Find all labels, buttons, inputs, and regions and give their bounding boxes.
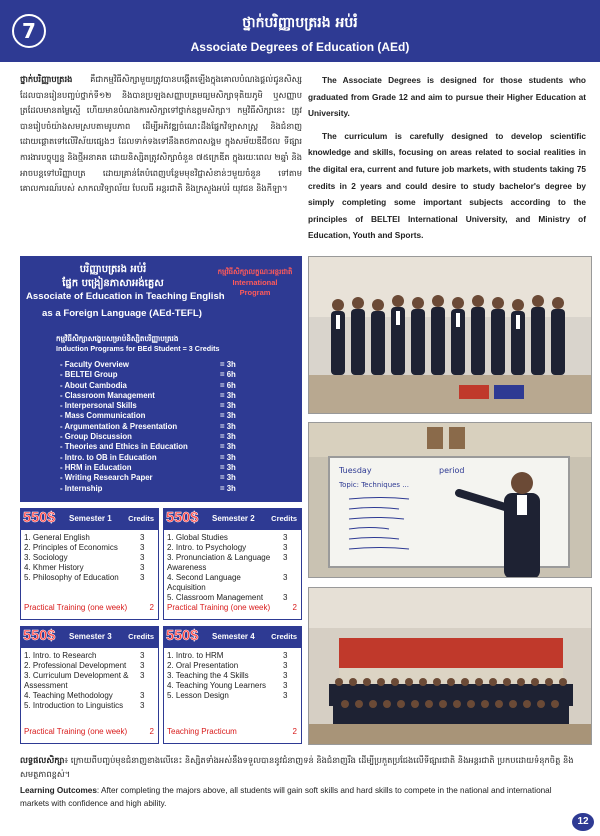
item-label: - About Cambodia bbox=[60, 380, 127, 390]
table-row bbox=[21, 671, 158, 691]
tefl-title-english-1: Associate of Education in Teaching English bbox=[26, 291, 225, 302]
table-row bbox=[21, 543, 158, 553]
course-name: 3. Sociology bbox=[24, 553, 68, 562]
semester-price: 550$ bbox=[23, 510, 56, 526]
course-credit: 3 bbox=[283, 681, 288, 690]
table-row bbox=[21, 651, 158, 661]
outcomes-english-body: : After completing the majors above, all students will gain soft skills and hard skills to compete in the national and international markets with confidence and high ability. bbox=[20, 786, 552, 808]
course-credit: 3 bbox=[283, 691, 288, 700]
learning-outcomes-english bbox=[20, 784, 580, 810]
course-credit: 3 bbox=[140, 533, 145, 542]
item-label: - Writing Research Paper bbox=[60, 473, 153, 483]
international-program-tag bbox=[212, 268, 298, 298]
outcomes-english-lead: Learning Outcomes bbox=[20, 786, 97, 795]
table-row bbox=[164, 553, 301, 573]
group-photo-1 bbox=[308, 256, 592, 414]
semester-price: 550$ bbox=[166, 510, 199, 526]
table-row bbox=[164, 671, 301, 681]
table-row bbox=[21, 573, 158, 583]
table-row bbox=[21, 563, 158, 573]
whiteboard-text-3: Topic: Techniques ... bbox=[339, 481, 409, 489]
whiteboard-text-2: period bbox=[439, 466, 465, 475]
course-name: 5. Classroom Management bbox=[167, 593, 264, 602]
induction-english: Induction Programs for BEd Student = 3 Credits bbox=[56, 343, 220, 353]
credits-header: Credits bbox=[271, 514, 297, 523]
item-label: - Intro. to OB in Education bbox=[60, 452, 157, 462]
semester-name: Semester 1 bbox=[69, 514, 112, 523]
table-row bbox=[21, 691, 158, 701]
semester-courses bbox=[164, 648, 301, 701]
item-value: = 6h bbox=[220, 380, 236, 390]
group-photo-2-image bbox=[309, 588, 592, 745]
induction-heading bbox=[56, 334, 296, 353]
group-photo-2 bbox=[308, 587, 592, 745]
item-value: = 3h bbox=[220, 360, 236, 369]
practical-name: Teaching Practicum bbox=[167, 727, 237, 736]
practical-credit: 2 bbox=[292, 727, 297, 736]
list-item bbox=[60, 473, 260, 483]
table-row bbox=[164, 573, 301, 593]
item-value: = 6h bbox=[220, 370, 236, 380]
page-header bbox=[0, 0, 600, 62]
course-credit: 3 bbox=[140, 691, 145, 700]
list-item bbox=[60, 463, 260, 473]
list-item bbox=[60, 411, 260, 421]
semester-price: 550$ bbox=[23, 628, 56, 644]
tefl-title-english-2: as a Foreign Language (AEd-TEFL) bbox=[42, 308, 202, 319]
induction-khmer: កម្មវិធីសិក្សាសង្ខេបសម្រាប់និស្សិតបរិញ្ញាបត្ររង bbox=[56, 334, 179, 343]
course-name: 2. Principles of Economics bbox=[24, 543, 118, 552]
classroom-photo bbox=[308, 422, 592, 578]
practical-row bbox=[21, 727, 158, 736]
item-label: - BELTEI Group bbox=[60, 370, 118, 380]
header-title-english: Associate Degrees of Education (AEd) bbox=[190, 40, 410, 54]
semester-price: 550$ bbox=[166, 628, 199, 644]
course-name: 4. Khmer History bbox=[24, 563, 84, 572]
item-value: = 3h bbox=[220, 411, 236, 421]
course-credit: 3 bbox=[140, 661, 145, 670]
item-label: - Theories and Ethics in Education bbox=[60, 442, 188, 452]
practical-credit: 2 bbox=[149, 603, 154, 612]
list-item bbox=[60, 391, 260, 401]
semester-courses bbox=[164, 530, 301, 603]
section-number-badge: 7 bbox=[12, 14, 46, 48]
course-credit: 3 bbox=[283, 533, 288, 542]
practical-name: Practical Training (one week) bbox=[24, 727, 128, 736]
item-value: = 3h bbox=[220, 401, 236, 411]
item-value: = 3h bbox=[220, 432, 236, 442]
outcomes-khmer-lead: លទ្ធផលសិក្សា bbox=[20, 755, 65, 765]
practical-row bbox=[164, 603, 301, 612]
list-item bbox=[60, 401, 260, 411]
induction-list bbox=[60, 360, 260, 494]
semester-header bbox=[21, 627, 158, 648]
table-row bbox=[21, 533, 158, 543]
course-name: 3. Teaching the 4 Skills bbox=[167, 671, 249, 680]
credits-header: Credits bbox=[128, 514, 154, 523]
course-name: 3. Pronunciation & Language Awareness bbox=[167, 553, 271, 572]
intl-tag-en-2: Program bbox=[239, 288, 271, 297]
course-name: 5. Lesson Design bbox=[167, 691, 229, 700]
list-item bbox=[60, 422, 260, 432]
item-label: - Interpersonal Skills bbox=[60, 401, 137, 411]
course-name: 1. Global Studies bbox=[167, 533, 228, 542]
course-name: 3. Curriculum Development & Assessment bbox=[24, 671, 129, 690]
semester-header bbox=[164, 509, 301, 530]
item-label: - Mass Communication bbox=[60, 411, 146, 421]
course-name: 1. Intro. to Research bbox=[24, 651, 97, 660]
course-credit: 3 bbox=[140, 651, 145, 660]
practical-credit: 2 bbox=[292, 603, 297, 612]
semester-courses bbox=[21, 648, 158, 711]
semester-header bbox=[164, 627, 301, 648]
table-row bbox=[21, 661, 158, 671]
item-label: - Internship bbox=[60, 483, 103, 493]
item-value: = 3h bbox=[220, 421, 236, 431]
credits-header: Credits bbox=[128, 632, 154, 641]
course-name: 4. Teaching Young Learners bbox=[167, 681, 267, 690]
table-row bbox=[164, 593, 301, 603]
table-row bbox=[164, 651, 301, 661]
practical-name: Practical Training (one week) bbox=[167, 603, 271, 612]
item-value: = 3h bbox=[220, 473, 236, 483]
header-title-khmer: ថ្នាក់បរិញ្ញាបត្ររង អប់រំ bbox=[242, 15, 358, 31]
credits-header: Credits bbox=[271, 632, 297, 641]
list-item bbox=[60, 370, 260, 380]
course-name: 2. Intro. to Psychology bbox=[167, 543, 247, 552]
intl-tag-khmer: កម្មវិធីសិក្សាលក្ខណៈអន្តរជាតិ bbox=[217, 269, 293, 276]
course-credit: 3 bbox=[283, 573, 288, 582]
course-credit: 3 bbox=[140, 701, 145, 710]
course-name: 5. Philosophy of Education bbox=[24, 573, 119, 582]
semester-name: Semester 3 bbox=[69, 632, 112, 641]
practical-credit: 2 bbox=[149, 727, 154, 736]
intro-khmer bbox=[20, 72, 302, 197]
intro-english-p2: The curriculum is carefully designed to develop scientific knowledge and skills, focusing on areas related to social realities in the digital era, current and future job markets, with students taking 75 credits in 2 years and could desire to study bachelor's degree by simply completing some important subjects according to the principles of BELTEI International University, and Ministry of Education, Youth and Sports. bbox=[308, 130, 586, 241]
item-label: - Classroom Management bbox=[60, 390, 155, 400]
tefl-program-box bbox=[20, 256, 302, 502]
tefl-title-khmer-1: បរិញ្ញាបត្ររង អប់រំ bbox=[79, 264, 147, 275]
page-number: 12 bbox=[572, 813, 594, 831]
semester-header bbox=[21, 509, 158, 530]
table-row bbox=[21, 701, 158, 711]
item-value: = 3h bbox=[220, 483, 236, 493]
item-label: - Group Discussion bbox=[60, 432, 132, 442]
semester-name: Semester 2 bbox=[212, 514, 255, 523]
practical-row bbox=[164, 727, 301, 736]
table-row bbox=[21, 553, 158, 563]
classroom-photo-image bbox=[309, 423, 592, 578]
intro-english-p1: The Associate Degrees is designed for those students who graduated from Grade 12 and aim to pursue their Higher Education at University. bbox=[308, 75, 586, 119]
list-item bbox=[60, 381, 260, 391]
intro-khmer-lead: ថ្នាក់បរិញ្ញាបត្ររង bbox=[20, 74, 73, 84]
item-label: - Faculty Overview bbox=[60, 360, 129, 369]
item-label: - HRM in Education bbox=[60, 462, 132, 472]
item-value: = 3h bbox=[220, 442, 236, 452]
whiteboard-text-1: Tuesday bbox=[339, 466, 372, 475]
intro-english bbox=[308, 72, 586, 250]
tefl-title-khmer-2: ផ្នែក បង្រៀនភាសាអង់គ្លេស bbox=[62, 278, 164, 289]
course-credit: 3 bbox=[140, 553, 145, 562]
outcomes-khmer-body: ៖ ក្រោយពីបញ្ចប់មុខជំនាញខាងលើនេះ និស្សិតទាំងអស់នឹងទទួលបាននូវជំនាញទន់ និងជំនាញរឹង ដើម្បីប្រកួតប្រជែងលើទីផ្សារជាតិ និងអន្តរជាតិ ប្រកបដោយទំនុកចិត្ត និងសមត្ថភាពខ្ពស់។ bbox=[20, 755, 574, 779]
list-item bbox=[60, 432, 260, 442]
table-row bbox=[164, 543, 301, 553]
item-value: = 3h bbox=[220, 390, 236, 400]
course-credit: 3 bbox=[140, 671, 145, 680]
course-credit: 3 bbox=[283, 651, 288, 660]
course-credit: 3 bbox=[140, 573, 145, 582]
item-value: = 3h bbox=[220, 452, 236, 462]
practical-name: Practical Training (one week) bbox=[24, 603, 128, 612]
course-name: 4. Second Language Acquisition bbox=[167, 573, 241, 592]
course-name: 2. Oral Presentation bbox=[167, 661, 239, 670]
course-name: 4. Teaching Methodology bbox=[24, 691, 113, 700]
practical-row bbox=[21, 603, 158, 612]
item-value: = 3h bbox=[220, 462, 236, 472]
item-label: - Argumentation & Presentation bbox=[60, 421, 178, 431]
semester-courses bbox=[21, 530, 158, 583]
semester-1-table bbox=[20, 508, 159, 620]
table-row bbox=[164, 691, 301, 701]
course-credit: 3 bbox=[140, 563, 145, 572]
course-credit: 3 bbox=[283, 553, 288, 562]
group-photo-1-image bbox=[309, 257, 592, 414]
course-name: 5. Introduction to Linguistics bbox=[24, 701, 124, 710]
course-credit: 3 bbox=[283, 671, 288, 680]
learning-outcomes-khmer bbox=[20, 753, 580, 781]
table-row bbox=[164, 681, 301, 691]
list-item bbox=[60, 484, 260, 494]
course-credit: 3 bbox=[283, 543, 288, 552]
semester-4-table bbox=[163, 626, 302, 744]
list-item bbox=[60, 453, 260, 463]
intro-khmer-body: គឺជាកម្មវិធីសិក្សាមួយត្រូវបានបង្កើតឡើងក្នុងគោលបំណងផ្តល់ជូនសិស្សដែលបានរៀនបញ្ចប់ថ្នាក់ទី១២ និងបានប្រឡងសញ្ញាបត្រមធ្យមសិក្សាទុតិយភូមិ ឬសញ្ញាបត្រដែលមានតម្លៃស្មើ ហើយមានបំណងការសិក្សាទៅថ្នាក់ឧត្តមសិក្សា។ កម្មវិធីសិក្សានេះ ត្រូវបានរៀបចំយ៉ាងសមស្របតាមរូបភាព ដើម្បីអភិវឌ្ឍចំណេះដឹងផ្នែកវិទ្យាសាស្ត្រ និងជំនាញ ដោយផ្តោតទៅលើវិស័យផ្សេងៗ ដែលទាក់ទងទៅនឹងតថភាពសង្គម ក្នុងសម័យឌីជីថល ទីផ្សារការងារបច្ចុប្បន្ន និងថ្មីអនាគត ដោយនិស្សិតត្រូវសិក្សាចំនួន ៧៥ក្រេឌីត ក្នុងរយៈពេល ២ឆ្នាំ និងអាចបន្តទៅបរិញ្ញាបត្រ ដោយគ្រាន់តែបំពេញបន្ថែមមុខវិជ្ជាសំខាន់ៗមួយចំនួន ទៅតាមគោលការណ៍របស់ សាកលវិទ្យាល័យ បែលធី អន្តរជាតិ និងក្រសួងអប់រំ យុវជន និងកីឡា។ bbox=[20, 74, 302, 194]
course-name: 1. Intro. to HRM bbox=[167, 651, 224, 660]
list-item bbox=[60, 360, 260, 370]
course-credit: 3 bbox=[283, 661, 288, 670]
semester-2-table bbox=[163, 508, 302, 620]
list-item bbox=[60, 442, 260, 452]
table-row bbox=[164, 661, 301, 671]
course-credit: 3 bbox=[283, 593, 288, 602]
course-name: 2. Professional Development bbox=[24, 661, 127, 670]
course-name: 1. General English bbox=[24, 533, 90, 542]
intl-tag-en-1: International bbox=[232, 278, 278, 287]
semester-name: Semester 4 bbox=[212, 632, 255, 641]
table-row bbox=[164, 533, 301, 543]
semester-3-table bbox=[20, 626, 159, 744]
course-credit: 3 bbox=[140, 543, 145, 552]
